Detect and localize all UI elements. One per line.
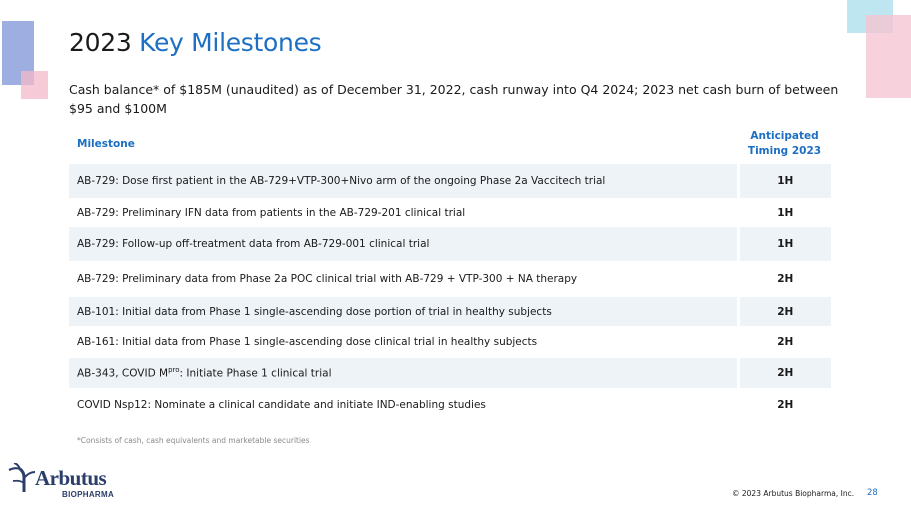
milestone-text: AB-343, COVID M [77, 367, 169, 380]
timing-cell: 1H [738, 227, 831, 261]
timing-cell: 1H [738, 198, 831, 227]
timing-cell: 1H [738, 164, 831, 198]
page-title [69, 28, 321, 57]
milestone-cell: AB-729: Dose first patient in the AB-729+VTP-300+Nivo arm of the ongoing Phase 2a Vaccitech trial [69, 164, 738, 198]
tree-icon [8, 463, 36, 493]
milestones-table [69, 124, 831, 422]
milestone-cell: AB-161: Initial data from Phase 1 single-ascending dose clinical trial in healthy subjects [77, 336, 538, 348]
timing-cell: 2H [738, 261, 831, 297]
title-accent: Key Milestones [139, 28, 322, 57]
table-row [69, 388, 831, 422]
milestone-cell: COVID Nsp12: Nominate a clinical candidate and initiate IND-enabling studies [77, 399, 486, 411]
copyright-notice: © 2023 Arbutus Biopharma, Inc. [732, 489, 855, 498]
timing-header-line1: Anticipated [750, 130, 819, 142]
decorative-block-pink [21, 71, 48, 99]
footnote: *Consists of cash, cash equivalents and marketable securities [77, 436, 310, 445]
timing-column-header [738, 124, 831, 164]
table-row [69, 326, 831, 358]
logo-wordmark: Arbutus [35, 466, 107, 490]
timing-cell: 2H [738, 326, 831, 358]
page-number: 28 [867, 488, 878, 498]
table-row [69, 261, 831, 297]
milestone-column-header: Milestone [77, 137, 135, 150]
milestone-text-suffix: : Initiate Phase 1 clinical trial [179, 367, 332, 380]
table-row [69, 198, 831, 227]
timing-cell: 2H [738, 388, 831, 422]
logo-subtext: BIOPHARMA [62, 490, 115, 499]
table-row [69, 297, 831, 326]
table-row [69, 358, 831, 388]
milestone-cell [69, 358, 738, 388]
decorative-block-pink-right [866, 15, 911, 98]
table-row [69, 164, 831, 198]
milestone-cell: AB-729: Preliminary data from Phase 2a POC clinical trial with AB-729 + VTP-300 + NA therapy [77, 273, 578, 285]
company-logo [8, 462, 128, 500]
superscript-pro: pro [168, 366, 180, 375]
timing-cell: 2H [738, 358, 831, 388]
table-header-row [69, 124, 831, 164]
cash-balance-summary: Cash balance* of $185M (unaudited) as of December 31, 2022, cash runway into Q4 2024; 2023 net cash burn of between $95 and $100M [69, 82, 839, 116]
title-year: 2023 [69, 28, 132, 57]
milestone-cell: AB-729: Follow-up off-treatment data from AB-729-001 clinical trial [69, 227, 738, 261]
timing-header-line2: Timing 2023 [747, 145, 822, 157]
milestone-cell: AB-101: Initial data from Phase 1 single-ascending dose portion of trial in healthy subjects [69, 297, 738, 326]
table-row [69, 227, 831, 261]
timing-cell: 2H [738, 297, 831, 326]
milestone-cell: AB-729: Preliminary IFN data from patients in the AB-729-201 clinical trial [77, 206, 466, 219]
